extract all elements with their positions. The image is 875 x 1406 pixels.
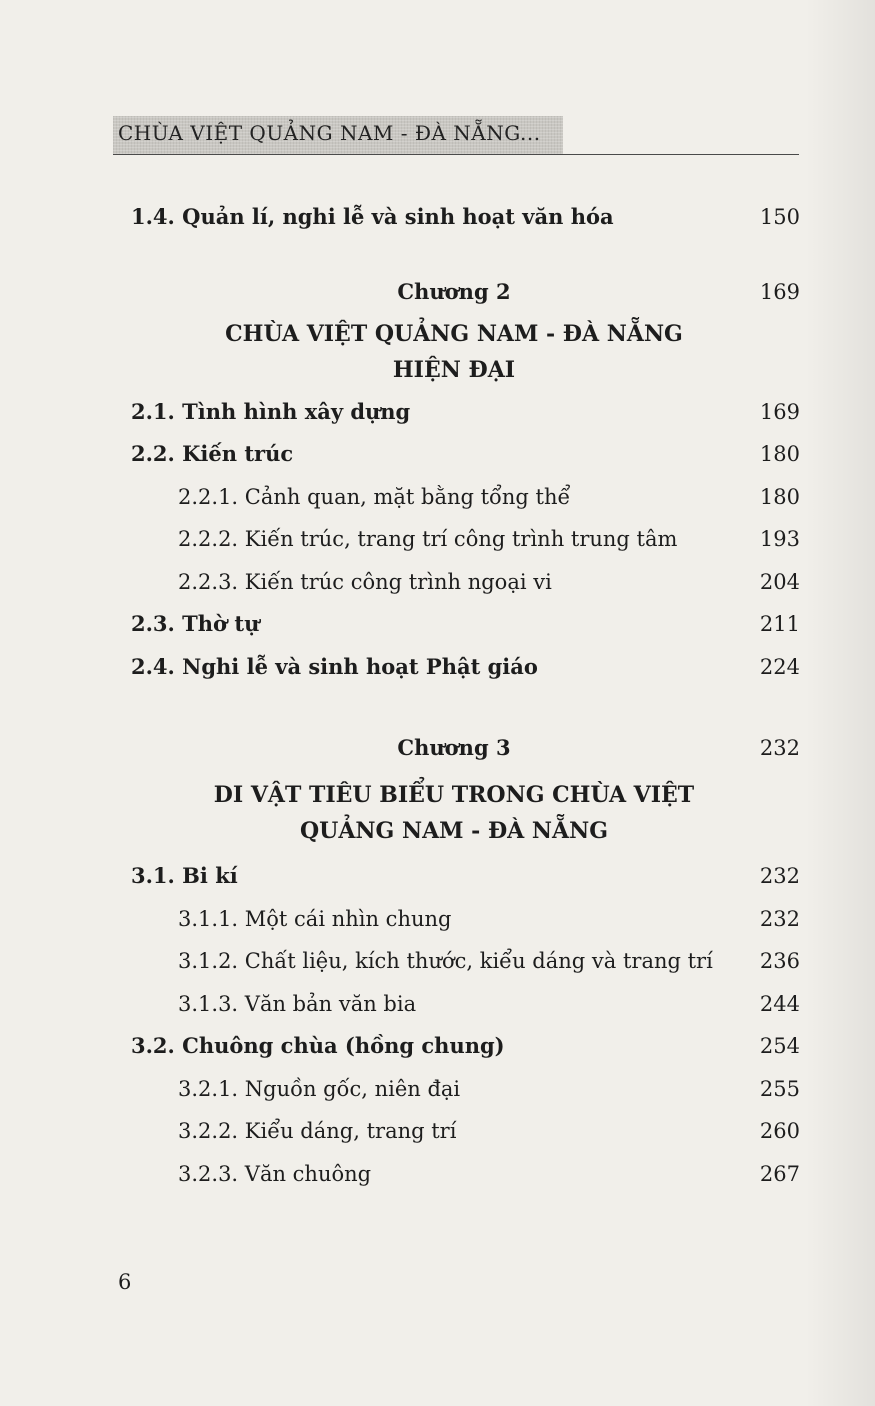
- toc-entry-page: 260: [759, 1119, 800, 1143]
- toc-entry-page: 255: [759, 1077, 800, 1101]
- chapter-title-line: HIỆN ĐẠI: [392, 357, 516, 383]
- chapter-title-line: CHÙA VIỆT QUẢNG NAM - ĐÀ NẴNG: [225, 321, 683, 347]
- toc-entry-label: 3.2.3. Văn chuông: [178, 1162, 372, 1186]
- toc-entry-page: 211: [759, 612, 800, 636]
- toc-entry-label: 2.4. Nghi lễ và sinh hoạt Phật giáo: [131, 654, 538, 679]
- toc-entry-label: 2.2.1. Cảnh quan, mặt bằng tổng thể: [178, 485, 571, 509]
- header-divider: [113, 154, 799, 155]
- toc-entry-label: 2.2.2. Kiến trúc, trang trí công trình trung tâm: [178, 527, 678, 551]
- toc-entry: [0, 858, 875, 894]
- toc-entry: [0, 394, 875, 430]
- toc-entry-page: 180: [759, 485, 800, 509]
- toc-entry-label: 2.3. Thờ tự: [131, 611, 260, 636]
- toc-subentry: [0, 1113, 875, 1149]
- toc-entry-page: 267: [759, 1162, 800, 1186]
- toc-subentry: [0, 943, 875, 979]
- toc-subentry: [0, 1156, 875, 1192]
- toc-entry: [0, 199, 875, 235]
- toc-subentry: [0, 901, 875, 937]
- chapter-title-line: QUẢNG NAM - ĐÀ NẴNG: [300, 818, 608, 844]
- chapter-page: 232: [759, 736, 800, 760]
- toc-entry-page: 232: [759, 864, 800, 888]
- chapter-page: 169: [759, 280, 800, 304]
- chapter-title-line: DI VẬT TIÊU BIỂU TRONG CHÙA VIỆT: [213, 782, 695, 808]
- chapter-label: Chương 3: [397, 735, 511, 760]
- chapter-heading: [0, 274, 875, 310]
- toc-entry-page: 193: [759, 527, 800, 551]
- toc-entry-page: 254: [759, 1034, 800, 1058]
- toc-entry: [0, 1028, 875, 1064]
- toc-entry-page: 169: [759, 400, 800, 424]
- toc-entry-label: 3.1.2. Chất liệu, kích thước, kiểu dáng và trang trí: [178, 949, 713, 973]
- toc-entry-page: 232: [759, 907, 800, 931]
- chapter-label: Chương 2: [397, 279, 511, 304]
- toc-entry-label: 1.4. Quản lí, nghi lễ và sinh hoạt văn hóa: [131, 204, 614, 229]
- toc-subentry: [0, 986, 875, 1022]
- toc-entry-page: 236: [759, 949, 800, 973]
- toc-entry-label: 3.1.1. Một cái nhìn chung: [178, 907, 452, 931]
- toc-subentry: [0, 521, 875, 557]
- toc-entry-label: 3.2.2. Kiểu dáng, trang trí: [178, 1119, 457, 1143]
- toc-entry-page: 204: [759, 570, 800, 594]
- toc-entry-label: 3.2.1. Nguồn gốc, niên đại: [178, 1077, 461, 1101]
- toc-subentry: [0, 1071, 875, 1107]
- toc-entry: [0, 649, 875, 685]
- toc-entry-label: 2.2.3. Kiến trúc công trình ngoại vi: [178, 570, 552, 594]
- toc-entry: [0, 436, 875, 472]
- toc-entry-label: 3.2. Chuông chùa (hồng chung): [131, 1033, 505, 1058]
- toc-entry: [0, 606, 875, 642]
- toc-entry-label: 2.1. Tình hình xây dựng: [131, 399, 411, 424]
- toc-entry-page: 150: [759, 205, 800, 229]
- toc-entry-page: 180: [759, 442, 800, 466]
- page-number: 6: [118, 1270, 132, 1294]
- toc-entry-page: 244: [759, 992, 800, 1016]
- toc-subentry: [0, 564, 875, 600]
- toc-entry-label: 3.1. Bi kí: [131, 863, 238, 888]
- toc-subentry: [0, 479, 875, 515]
- toc-entry-label: 2.2. Kiến trúc: [131, 441, 294, 466]
- chapter-heading: [0, 730, 875, 766]
- toc-entry-page: 224: [759, 655, 800, 679]
- toc-entry-label: 3.1.3. Văn bản văn bia: [178, 992, 417, 1016]
- running-header-title: CHÙA VIỆT QUẢNG NAM - ĐÀ NẴNG...: [118, 121, 541, 145]
